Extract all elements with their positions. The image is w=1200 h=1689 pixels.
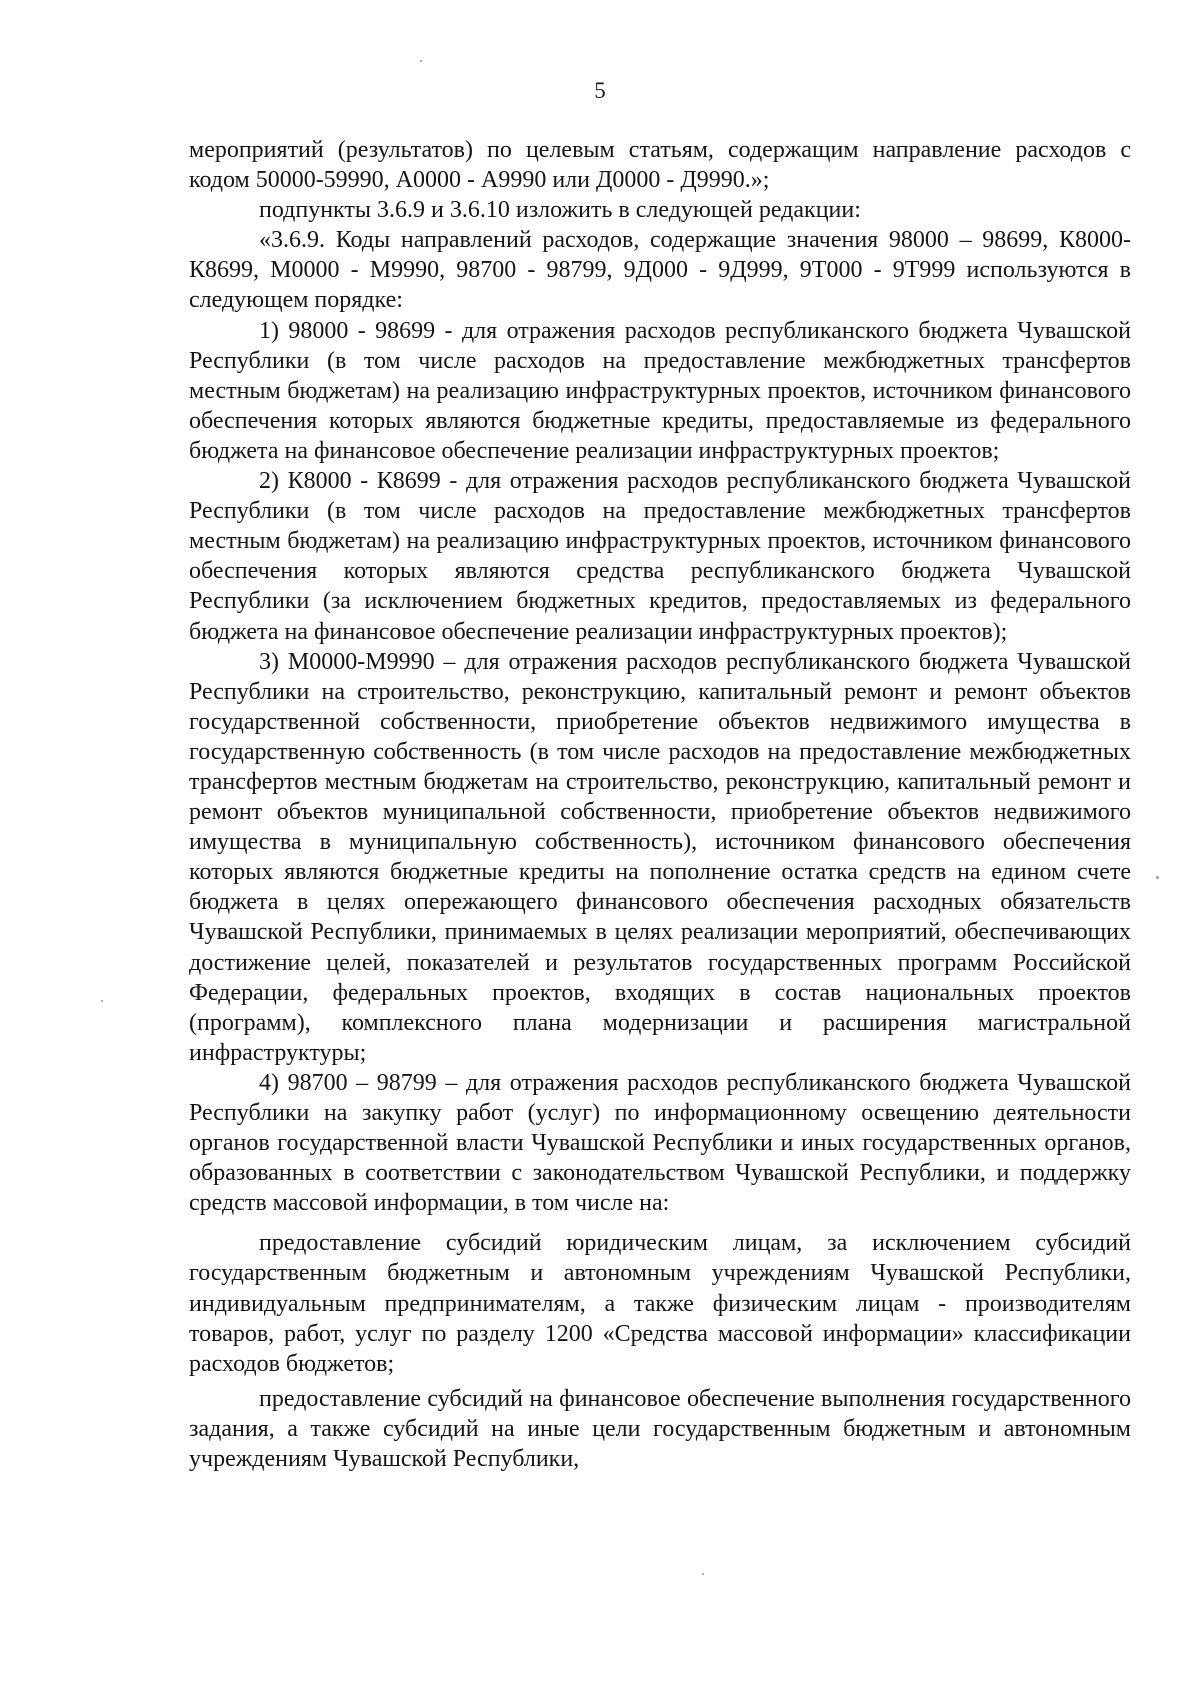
scan-speck xyxy=(420,60,422,62)
scan-speck xyxy=(702,1573,704,1575)
paragraph-item-3: 3) М0000-М9990 – для отражения расходов республиканского бюджета Чувашской Республики на строительство, реконструкцию, капитальный ремонт и ремонт объектов государственной собственности, приобретение объектов недвижимого имущества в государственную собственность (в том числе расходов на предоставление межбюджетных трансфертов местным бюджетам на строительство, реконструкцию, капитальный ремонт и ремонт объектов муниципальной собственности, приобретение объектов недвижимого имущества в муниципальную собственность), источником финансового обеспечения которых являются бюджетные кредиты на пополнение остатка средств на едином счете бюджета в целях опережающего финансового обеспечения расходных обязательств Чувашской Республики, принимаемых в целях реализации мероприятий, обеспечивающих достижение целей, показателей и результатов государственных программ Российской Федерации, федеральных проектов, входящих в состав национальных проектов (программ), комплексного плана модернизации и расширения магистральной инфраструктуры; xyxy=(189,648,1131,1066)
paragraph-item-4: 4) 98700 – 98799 – для отражения расходов республиканского бюджета Чувашской Республики на закупку работ (услуг) по информационному освещению деятельности органов государственной власти Чувашской Республики и иных государственных органов, образованных в соответствии с законодательством Чувашской Республики, и поддержку средств массовой информации, в том числе на: xyxy=(189,1069,1131,1217)
paragraph-item-1: 1) 98000 - 98699 - для отражения расходов республиканского бюджета Чувашской Республики (в том числе расходов на предоставление межбюджетных трансфертов местным бюджетам) на реализацию инфраструктурных проектов, источником финансового обеспечения которых являются бюджетные кредиты, предоставляемые из федерального бюджета на финансовое обеспечение реализации инфраструктурных проектов; xyxy=(189,317,1131,464)
paragraph-3-6-9: «3.6.9. Коды направлений расходов, содержащие значения 98000 – 98699, К8000-К8699, М0000 - М9990, 98700 - 98799, 9Д000 - 9Д999, 9Т000 - 9Т999 используются в следующем порядке: xyxy=(189,227,1131,314)
scan-speck xyxy=(101,1000,103,1002)
scan-speck xyxy=(1156,876,1159,879)
paragraph-subpoints-intro: подпункты 3.6.9 и 3.6.10 изложить в следующей редакции: xyxy=(259,197,861,224)
document-body xyxy=(189,135,1131,1474)
paragraph-subsidies-legal-entities: предоставление субсидий юридическим лицам, за исключением субсидий государственным бюджетным и автономным учреждениям Чувашской Республики, индивидуальным предпринимателям, а также физическим лицам - производителям товаров, работ, услуг по разделу 1200 «Средства массовой информации» классификации расходов бюджетов; xyxy=(189,1230,1131,1377)
paragraph-item-2: 2) К8000 - К8699 - для отражения расходов республиканского бюджета Чувашской Республики (в том числе расходов на предоставление межбюджетных трансфертов местным бюджетам) на реализацию инфраструктурных проектов, источником финансового обеспечения которых являются средства республиканского бюджета Чувашской Республики (за исключением бюджетных кредитов, предоставляемых из федерального бюджета на финансовое обеспечение реализации инфраструктурных проектов); xyxy=(189,468,1131,645)
paragraph-continuation: мероприятий (результатов) по целевым статьям, содержащим направление расходов с кодом 50000-59990, А0000 - А9990 или Д0000 - Д9990.»; xyxy=(189,137,1131,194)
paragraph-subsidies-state-assignment: предоставление субсидий на финансовое обеспечение выполнения государственного задания, а также субсидий на иные цели государственным бюджетным и автономным учреждениям Чувашской Республики, xyxy=(189,1385,1131,1473)
page-number: 5 xyxy=(594,78,606,103)
